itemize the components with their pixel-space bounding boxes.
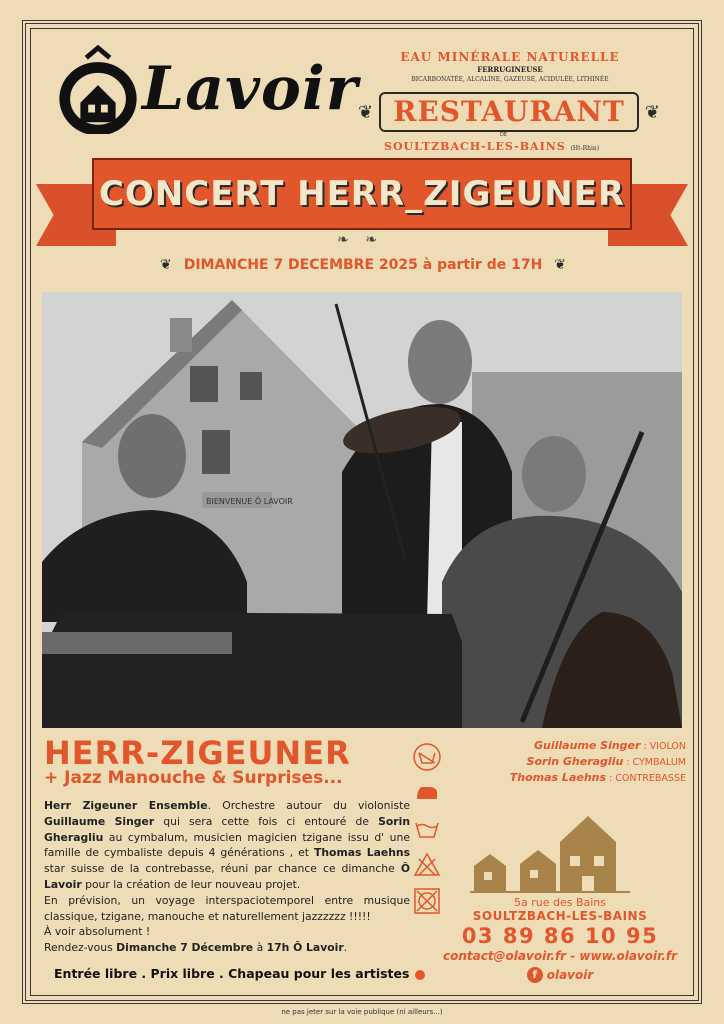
logo: [58, 44, 358, 134]
entree-dot-icon: [415, 970, 425, 980]
desc-rdv-end: .: [343, 941, 348, 955]
address-contact[interactable]: contact@olavoir.fr - www.olavoir.fr: [442, 949, 678, 963]
desc-text-4: star suisse de la contrebasse, réuni par chance ce dimanche: [44, 862, 401, 876]
desc-text-5: pour la création de leur nouveau projet.: [81, 877, 301, 891]
desc-paragraph-3: À voir absolument !: [44, 925, 151, 939]
facebook-link[interactable]: [527, 967, 594, 983]
logo-o-house-icon: [58, 44, 138, 134]
date-flourish-right-icon: ❦: [554, 257, 567, 273]
band-name: HERR-ZIGEUNER: [44, 734, 351, 772]
footer-note: ne pas jeter sur la voie publique (ni ailleurs...): [281, 1008, 443, 1016]
musicians-list: [470, 738, 686, 786]
wash-30-icon: [412, 742, 442, 772]
musician-name: Guillaume Singer: [533, 739, 641, 752]
care-icons: [412, 742, 448, 922]
desc-cymbalist: Sorin Gheragliu: [44, 814, 410, 844]
photo-sign-text: BIENVENUE Ô LAVOIR: [206, 497, 293, 506]
date-flourish-left-icon: ❦: [159, 257, 172, 273]
musician-role: : CYMBALUM: [623, 757, 686, 768]
desc-paragraph-2: En prévision, un voyage interspaciotemporel entre musique classique, tzigane, manouche et naturellement jazzzzzz !!!!!: [44, 893, 410, 923]
iron-icon: [412, 778, 442, 808]
desc-text-2: qui sera cette fois ci entouré de: [154, 814, 379, 828]
entree-line: [54, 966, 425, 981]
band-photo-illustration: [42, 292, 682, 728]
desc-violinist: Guillaume Singer: [44, 814, 155, 828]
houses-logo-icon: [470, 812, 630, 896]
musician-name: Thomas Laehns: [509, 771, 607, 784]
band-subtitle: + Jazz Manouche & Surprises...: [44, 768, 343, 788]
flourish-right-icon: ❦: [644, 101, 660, 123]
desc-venue: Ô Lavoir: [44, 862, 410, 891]
musician-role: : VIOLON: [640, 741, 686, 752]
region-label: (Ht-Rhin): [570, 145, 600, 152]
wash-tub-icon: [412, 814, 442, 844]
desc-rdv: Rendez-vous: [44, 941, 117, 955]
musician-row: [470, 754, 686, 770]
musician-row: [470, 738, 686, 754]
eau-minerale-block: [380, 50, 640, 83]
desc-rdv-time: 17h Ô Lavoir: [266, 941, 344, 955]
eau-properties: BICARBONATÉE, ALCALINE, GAZEUSE, ACIDULÉE, LITHINÉE: [411, 76, 609, 83]
restaurant-row: [334, 92, 684, 132]
musician-row: [470, 770, 686, 786]
ornament-divider: ❧ ❧: [337, 232, 383, 248]
no-bleach-icon: [412, 850, 442, 880]
flourish-left-icon: ❦: [358, 101, 374, 123]
de-label: DE: [500, 132, 508, 138]
desc-paragraph-4: [44, 940, 410, 956]
desc-rdv-date: Dimanche 7 Décembre: [116, 941, 254, 955]
address-phone: 03 89 86 10 95: [461, 924, 659, 948]
event-date: DIMANCHE 7 DECEMBRE 2025 à partir de 17H: [183, 257, 543, 273]
restaurant-label: RESTAURANT: [379, 92, 639, 132]
desc-text-1: . Orchestre autour du violoniste: [207, 799, 410, 812]
logo-wordmark: Lavoir: [142, 54, 359, 124]
facebook-handle: olavoir: [546, 967, 594, 982]
banner-ribbon: [92, 158, 632, 230]
entree-text: Entrée libre . Prix libre . Chapeau pour les artistes: [54, 966, 410, 981]
desc-bassist: Thomas Laehns: [313, 846, 410, 860]
band-photo: [42, 292, 682, 728]
desc-text-3: au cymbalum, musicien magicien tzigane issu d' une famille de cymbaliste depuis 4 générations , et: [44, 830, 410, 860]
musician-name: Sorin Gheragliu: [526, 755, 624, 768]
eau-title: EAU MINÉRALE NATURELLE: [400, 50, 620, 64]
desc-rdv-a: à: [253, 941, 267, 955]
date-row: [116, 254, 610, 276]
musician-role: : CONTREBASSE: [606, 773, 686, 784]
desc-ensemble: Herr Zigeuner Ensemble: [44, 799, 208, 812]
eau-subtitle: FERRUGINEUSE: [477, 65, 543, 74]
town-name: SOULTZBACH-LES-BAINS: [384, 140, 566, 153]
description: [44, 798, 410, 956]
facebook-icon: f: [527, 967, 543, 983]
address-city: SOULTZBACH-LES-BAINS: [472, 909, 648, 923]
town-label: [384, 140, 684, 153]
address-street: 5a rue des Bains: [513, 896, 607, 909]
concert-title: CONCERT HERR_ZIGEUNER: [98, 174, 626, 214]
address-block: [430, 896, 690, 983]
